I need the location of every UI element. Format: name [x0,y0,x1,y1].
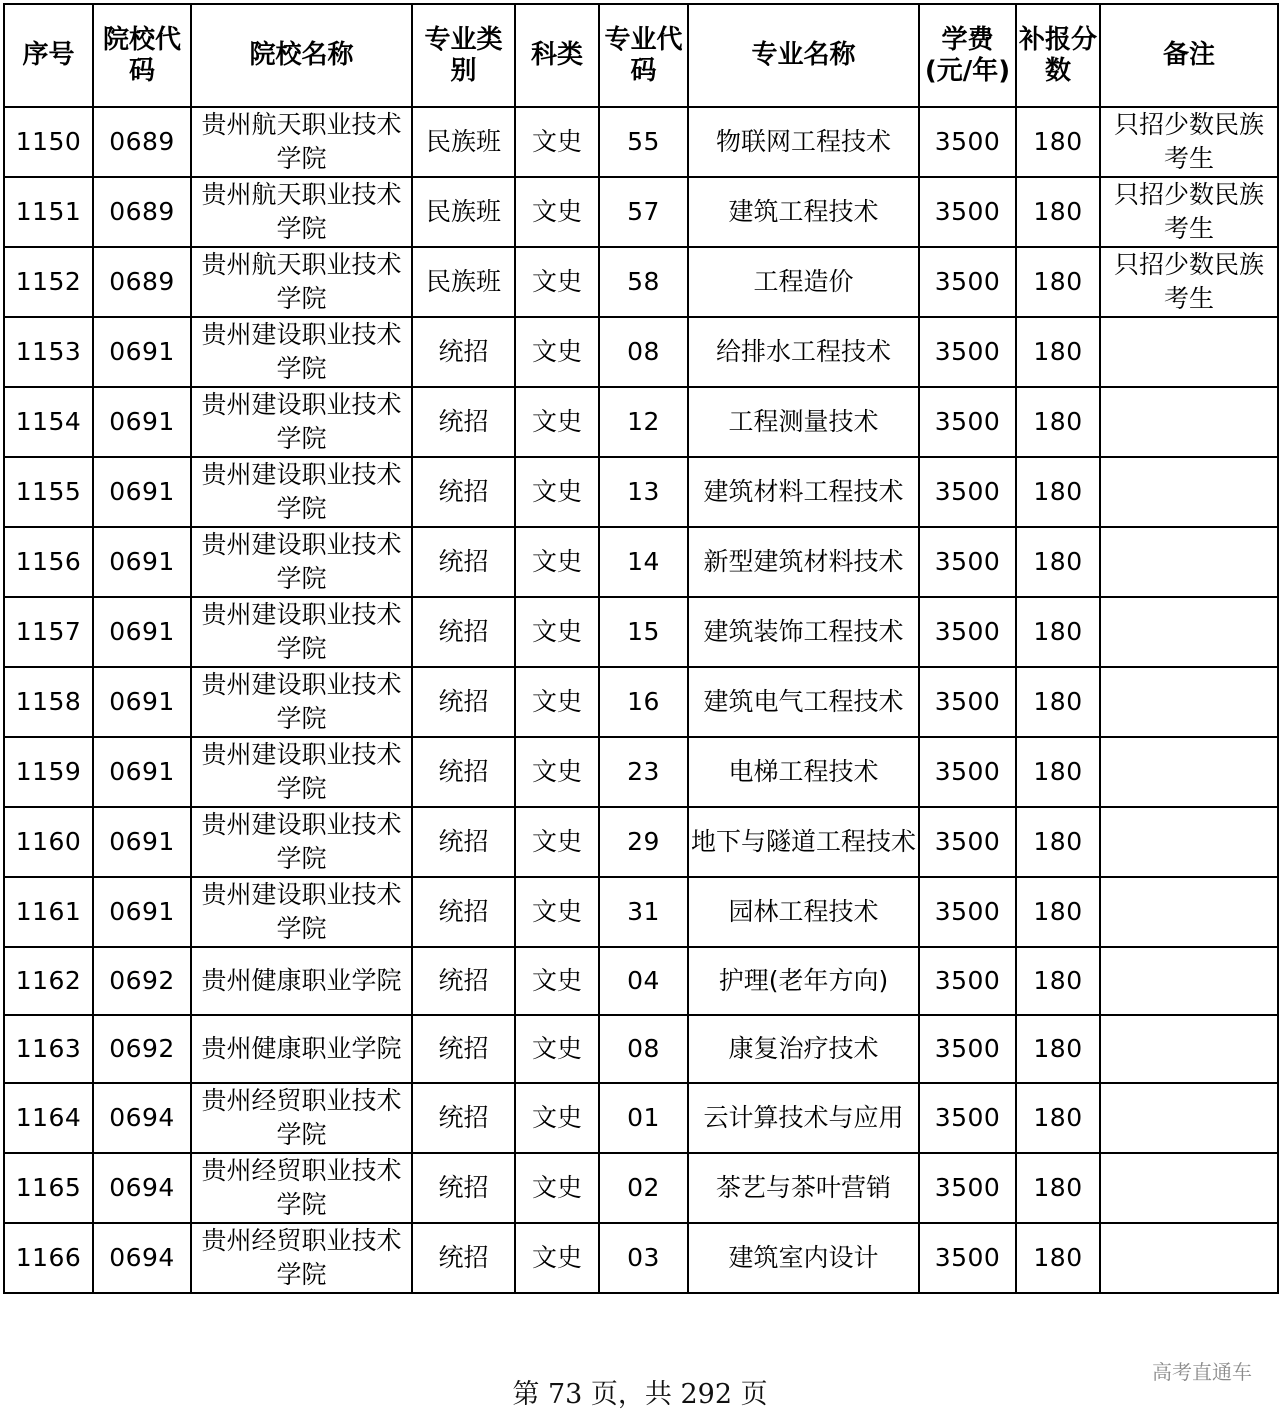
cell-score: 180 [1016,527,1100,597]
cell-score: 180 [1016,597,1100,667]
cell-major-code: 04 [599,947,688,1015]
cell-remarks [1100,317,1278,387]
cell-major-type: 统招 [412,667,515,737]
cell-major-name: 护理(老年方向) [688,947,919,1015]
cell-major-code: 57 [599,177,688,247]
cell-remarks: 只招少数民族考生 [1100,177,1278,247]
cell-major-type: 统招 [412,597,515,667]
cell-tuition: 3500 [919,107,1016,177]
cell-major-code: 08 [599,317,688,387]
cell-remarks [1100,807,1278,877]
admissions-table [3,3,1279,1294]
cell-school-name: 贵州经贸职业技术学院 [191,1223,412,1293]
cell-tuition: 3500 [919,247,1016,317]
cell-school-code: 0691 [93,597,191,667]
cell-index: 1163 [4,1015,93,1083]
cell-score: 180 [1016,1015,1100,1083]
table-row [4,1153,1278,1223]
cell-school-name: 贵州建设职业技术学院 [191,457,412,527]
cell-index: 1164 [4,1083,93,1153]
cell-major-type: 统招 [412,1083,515,1153]
cell-major-type: 统招 [412,807,515,877]
cell-school-name: 贵州健康职业学院 [191,947,412,1015]
cell-major-name: 电梯工程技术 [688,737,919,807]
cell-subject: 文史 [515,1153,599,1223]
cell-school-code: 0691 [93,667,191,737]
cell-subject: 文史 [515,737,599,807]
cell-school-code: 0692 [93,947,191,1015]
cell-index: 1153 [4,317,93,387]
cell-remarks [1100,1153,1278,1223]
cell-tuition: 3500 [919,737,1016,807]
cell-major-name: 建筑电气工程技术 [688,667,919,737]
cell-major-code: 58 [599,247,688,317]
cell-major-name: 物联网工程技术 [688,107,919,177]
cell-school-code: 0689 [93,177,191,247]
cell-school-code: 0691 [93,807,191,877]
cell-remarks [1100,597,1278,667]
header-major-name: 专业名称 [688,4,919,107]
table-row [4,1083,1278,1153]
cell-subject: 文史 [515,527,599,597]
cell-index: 1159 [4,737,93,807]
cell-major-type: 统招 [412,317,515,387]
cell-school-name: 贵州航天职业技术学院 [191,177,412,247]
cell-tuition: 3500 [919,877,1016,947]
cell-score: 180 [1016,807,1100,877]
cell-subject: 文史 [515,1083,599,1153]
cell-index: 1154 [4,387,93,457]
cell-tuition: 3500 [919,1223,1016,1293]
cell-school-code: 0691 [93,387,191,457]
cell-tuition: 3500 [919,807,1016,877]
cell-major-name: 新型建筑材料技术 [688,527,919,597]
cell-subject: 文史 [515,177,599,247]
cell-major-type: 统招 [412,1153,515,1223]
cell-major-type: 民族班 [412,177,515,247]
cell-index: 1161 [4,877,93,947]
cell-major-code: 08 [599,1015,688,1083]
cell-subject: 文史 [515,457,599,527]
cell-remarks: 只招少数民族考生 [1100,247,1278,317]
cell-index: 1155 [4,457,93,527]
cell-tuition: 3500 [919,947,1016,1015]
table-row [4,947,1278,1015]
cell-school-name: 贵州健康职业学院 [191,1015,412,1083]
cell-major-type: 民族班 [412,247,515,317]
cell-index: 1160 [4,807,93,877]
admissions-table-container [3,3,1279,1294]
cell-major-code: 15 [599,597,688,667]
cell-major-name: 建筑材料工程技术 [688,457,919,527]
cell-school-name: 贵州经贸职业技术学院 [191,1083,412,1153]
cell-major-name: 建筑装饰工程技术 [688,597,919,667]
cell-major-type: 统招 [412,527,515,597]
cell-subject: 文史 [515,597,599,667]
cell-major-type: 统招 [412,877,515,947]
cell-index: 1166 [4,1223,93,1293]
cell-major-code: 03 [599,1223,688,1293]
cell-score: 180 [1016,1223,1100,1293]
cell-school-name: 贵州建设职业技术学院 [191,807,412,877]
cell-subject: 文史 [515,247,599,317]
cell-major-name: 云计算技术与应用 [688,1083,919,1153]
table-row [4,527,1278,597]
cell-index: 1162 [4,947,93,1015]
cell-score: 180 [1016,1083,1100,1153]
header-major-code: 专业代码 [599,4,688,107]
cell-school-name: 贵州建设职业技术学院 [191,527,412,597]
cell-index: 1151 [4,177,93,247]
cell-school-name: 贵州建设职业技术学院 [191,597,412,667]
cell-score: 180 [1016,387,1100,457]
cell-major-type: 统招 [412,1015,515,1083]
cell-tuition: 3500 [919,1015,1016,1083]
cell-major-name: 茶艺与茶叶营销 [688,1153,919,1223]
cell-subject: 文史 [515,877,599,947]
cell-school-code: 0694 [93,1153,191,1223]
cell-index: 1165 [4,1153,93,1223]
cell-school-name: 贵州建设职业技术学院 [191,317,412,387]
header-tuition: 学费(元/年) [919,4,1016,107]
cell-tuition: 3500 [919,527,1016,597]
cell-index: 1152 [4,247,93,317]
header-major-type: 专业类别 [412,4,515,107]
cell-major-code: 12 [599,387,688,457]
cell-major-name: 地下与隧道工程技术 [688,807,919,877]
header-score: 补报分数 [1016,4,1100,107]
cell-school-name: 贵州航天职业技术学院 [191,107,412,177]
cell-major-type: 统招 [412,387,515,457]
header-subject: 科类 [515,4,599,107]
page-number: 第 73 页，共 292 页 [512,1379,768,1410]
cell-subject: 文史 [515,947,599,1015]
cell-score: 180 [1016,457,1100,527]
header-index: 序号 [4,4,93,107]
cell-remarks [1100,1083,1278,1153]
cell-school-code: 0689 [93,247,191,317]
cell-index: 1157 [4,597,93,667]
cell-score: 180 [1016,667,1100,737]
cell-school-code: 0692 [93,1015,191,1083]
table-row [4,1223,1278,1293]
table-row [4,877,1278,947]
table-body [4,107,1278,1293]
cell-major-type: 民族班 [412,107,515,177]
cell-remarks [1100,737,1278,807]
cell-tuition: 3500 [919,317,1016,387]
header-school-name: 院校名称 [191,4,412,107]
table-row [4,387,1278,457]
cell-school-name: 贵州经贸职业技术学院 [191,1153,412,1223]
cell-major-code: 16 [599,667,688,737]
table-row [4,247,1278,317]
cell-major-code: 55 [599,107,688,177]
cell-remarks [1100,527,1278,597]
table-row [4,177,1278,247]
cell-school-name: 贵州建设职业技术学院 [191,387,412,457]
watermark: 高考直通车 [1152,1360,1252,1384]
cell-subject: 文史 [515,1015,599,1083]
cell-tuition: 3500 [919,387,1016,457]
cell-tuition: 3500 [919,1153,1016,1223]
cell-index: 1158 [4,667,93,737]
cell-remarks [1100,877,1278,947]
cell-major-name: 工程测量技术 [688,387,919,457]
cell-major-name: 园林工程技术 [688,877,919,947]
cell-index: 1150 [4,107,93,177]
cell-tuition: 3500 [919,1083,1016,1153]
cell-school-code: 0691 [93,737,191,807]
table-row [4,807,1278,877]
cell-major-code: 29 [599,807,688,877]
cell-subject: 文史 [515,317,599,387]
cell-major-code: 01 [599,1083,688,1153]
cell-tuition: 3500 [919,457,1016,527]
cell-score: 180 [1016,317,1100,387]
cell-subject: 文史 [515,1223,599,1293]
cell-major-code: 13 [599,457,688,527]
cell-major-code: 31 [599,877,688,947]
cell-major-name: 康复治疗技术 [688,1015,919,1083]
table-row [4,737,1278,807]
cell-score: 180 [1016,737,1100,807]
cell-subject: 文史 [515,667,599,737]
table-row [4,597,1278,667]
header-remarks: 备注 [1100,4,1278,107]
cell-school-code: 0691 [93,527,191,597]
cell-remarks [1100,457,1278,527]
cell-school-code: 0694 [93,1083,191,1153]
cell-subject: 文史 [515,387,599,457]
cell-school-code: 0691 [93,457,191,527]
table-row [4,1015,1278,1083]
cell-major-name: 工程造价 [688,247,919,317]
cell-major-type: 统招 [412,947,515,1015]
cell-score: 180 [1016,947,1100,1015]
cell-subject: 文史 [515,807,599,877]
cell-score: 180 [1016,1153,1100,1223]
cell-major-code: 23 [599,737,688,807]
cell-school-name: 贵州建设职业技术学院 [191,667,412,737]
table-header-row [4,4,1278,107]
cell-major-type: 统招 [412,457,515,527]
cell-remarks [1100,1223,1278,1293]
cell-school-name: 贵州建设职业技术学院 [191,877,412,947]
cell-major-type: 统招 [412,1223,515,1293]
cell-tuition: 3500 [919,177,1016,247]
cell-remarks [1100,667,1278,737]
cell-score: 180 [1016,247,1100,317]
cell-major-name: 建筑室内设计 [688,1223,919,1293]
table-row [4,317,1278,387]
cell-remarks [1100,947,1278,1015]
cell-tuition: 3500 [919,597,1016,667]
cell-school-name: 贵州建设职业技术学院 [191,737,412,807]
cell-major-name: 建筑工程技术 [688,177,919,247]
cell-score: 180 [1016,877,1100,947]
cell-major-name: 给排水工程技术 [688,317,919,387]
cell-score: 180 [1016,107,1100,177]
table-row [4,107,1278,177]
header-school-code: 院校代码 [93,4,191,107]
cell-school-code: 0694 [93,1223,191,1293]
cell-major-code: 14 [599,527,688,597]
table-row [4,667,1278,737]
cell-major-code: 02 [599,1153,688,1223]
cell-score: 180 [1016,177,1100,247]
cell-subject: 文史 [515,107,599,177]
cell-school-code: 0691 [93,877,191,947]
cell-index: 1156 [4,527,93,597]
cell-remarks [1100,387,1278,457]
cell-tuition: 3500 [919,667,1016,737]
table-row [4,457,1278,527]
cell-remarks: 只招少数民族考生 [1100,107,1278,177]
cell-major-type: 统招 [412,737,515,807]
cell-school-name: 贵州航天职业技术学院 [191,247,412,317]
cell-school-code: 0689 [93,107,191,177]
cell-school-code: 0691 [93,317,191,387]
cell-remarks [1100,1015,1278,1083]
